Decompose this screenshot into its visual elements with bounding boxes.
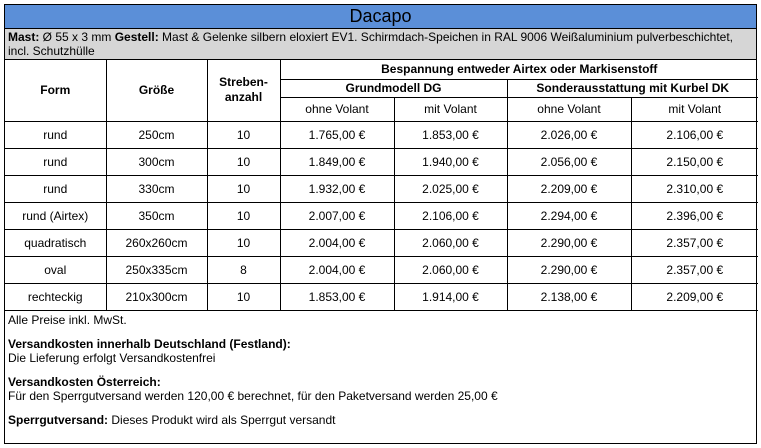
cell-dg-with-valance: 2.025,00 € — [394, 175, 507, 202]
cell-struts: 10 — [207, 175, 280, 202]
cell-struts: 10 — [207, 148, 280, 175]
cell-struts: 8 — [207, 256, 280, 283]
table-row — [5, 121, 758, 148]
cell-dk-without-valance: 2.026,00 € — [507, 121, 631, 148]
gestell-label: Gestell: — [114, 30, 159, 44]
header-base-model: Grundmodell DG — [280, 79, 507, 97]
cell-struts: 10 — [207, 229, 280, 256]
cell-size: 300cm — [106, 148, 207, 175]
mast-text: Ø 55 x 3 mm — [39, 30, 115, 44]
table-row — [5, 148, 758, 175]
cell-size: 210x300cm — [106, 283, 207, 310]
cell-dg-with-valance: 1.853,00 € — [394, 121, 507, 148]
cell-dk-without-valance: 2.290,00 € — [507, 229, 631, 256]
shipping-at-text: Für den Sperrgutversand werden 120,00 € berechnet, für den Paketversand werden 25,00 € — [8, 388, 498, 403]
header-cover: Bespannung entweder Airtex oder Markisenstoff — [280, 60, 758, 79]
cell-size: 250cm — [106, 121, 207, 148]
cell-form: oval — [5, 256, 106, 283]
cell-form: rechteckig — [5, 283, 106, 310]
cell-dg-without-valance: 1.765,00 € — [280, 121, 394, 148]
bulky-text: Dieses Produkt wird als Sperrgut versandt — [108, 412, 336, 427]
cell-dg-with-valance: 2.106,00 € — [394, 202, 507, 229]
shipping-de-text: Die Lieferung erfolgt Versandkostenfrei — [8, 350, 216, 365]
cell-size: 350cm — [106, 202, 207, 229]
price-sheet — [4, 4, 757, 444]
cell-dg-without-valance: 1.849,00 € — [280, 148, 394, 175]
table-row — [5, 202, 758, 229]
cell-struts: 10 — [207, 121, 280, 148]
price-rows — [5, 121, 758, 310]
notes — [5, 313, 756, 427]
cell-dg-without-valance: 1.932,00 € — [280, 175, 394, 202]
cell-dk-without-valance: 2.290,00 € — [507, 256, 631, 283]
cell-dg-without-valance: 2.004,00 € — [280, 256, 394, 283]
shipping-at-title-text: Versandkosten Österreich: — [8, 374, 161, 389]
header-dg-without-valance: ohne Volant — [280, 97, 394, 121]
cell-dk-with-valance: 2.396,00 € — [631, 202, 758, 229]
cell-dg-with-valance: 2.060,00 € — [394, 256, 507, 283]
shipping-de-title — [8, 337, 753, 351]
cell-form: quadratisch — [5, 229, 106, 256]
header-dk-with-valance: mit Volant — [631, 97, 758, 121]
cell-dk-with-valance: 2.357,00 € — [631, 256, 758, 283]
header-dk-without-valance: ohne Volant — [507, 97, 631, 121]
cell-size: 260x260cm — [106, 229, 207, 256]
cell-size: 250x335cm — [106, 256, 207, 283]
bulky-note — [8, 413, 753, 427]
header-size: Größe — [106, 60, 207, 121]
cell-dk-with-valance: 2.310,00 € — [631, 175, 758, 202]
price-table — [5, 60, 758, 311]
table-row — [5, 283, 758, 310]
cell-dk-with-valance: 2.150,00 € — [631, 148, 758, 175]
mast-label: Mast: — [8, 30, 40, 44]
table-header-row — [5, 60, 758, 79]
cell-form: rund (Airtex) — [5, 202, 106, 229]
cell-dg-without-valance: 2.007,00 € — [280, 202, 394, 229]
header-dg-with-valance: mit Volant — [394, 97, 507, 121]
cell-dg-without-valance: 1.853,00 € — [280, 283, 394, 310]
cell-form: rund — [5, 148, 106, 175]
table-row — [5, 229, 758, 256]
cell-size: 330cm — [106, 175, 207, 202]
table-row — [5, 175, 758, 202]
header-special-model: Sonderausstattung mit Kurbel DK — [507, 79, 758, 97]
cell-dg-with-valance: 2.060,00 € — [394, 229, 507, 256]
cell-dg-without-valance: 2.004,00 € — [280, 229, 394, 256]
shipping-de-title-text: Versandkosten innerhalb Deutschland (Festland): — [8, 336, 291, 351]
cell-dk-with-valance: 2.357,00 € — [631, 229, 758, 256]
cell-dk-with-valance: 2.106,00 € — [631, 121, 758, 148]
header-struts: Streben- anzahl — [207, 60, 280, 121]
cell-form: rund — [5, 121, 106, 148]
product-title: Dacapo — [5, 5, 756, 29]
header-form: Form — [5, 60, 106, 121]
cell-struts: 10 — [207, 202, 280, 229]
cell-dk-with-valance: 2.209,00 € — [631, 283, 758, 310]
bulky-label: Sperrgutversand: — [8, 412, 109, 427]
cell-dk-without-valance: 2.209,00 € — [507, 175, 631, 202]
product-description — [5, 29, 756, 60]
cell-struts: 10 — [207, 283, 280, 310]
gestell-text: Mast & Gelenke silbern eloxiert EV1. Schirmdach-Speichen in RAL 9006 Weißaluminium pulverbeschichtet, incl. Schutzhülle — [8, 30, 733, 58]
cell-dk-without-valance: 2.138,00 € — [507, 283, 631, 310]
cell-dg-with-valance: 1.940,00 € — [394, 148, 507, 175]
table-row — [5, 256, 758, 283]
cell-form: rund — [5, 175, 106, 202]
cell-dk-without-valance: 2.294,00 € — [507, 202, 631, 229]
cell-dg-with-valance: 1.914,00 € — [394, 283, 507, 310]
cell-dk-without-valance: 2.056,00 € — [507, 148, 631, 175]
vat-note: Alle Preise inkl. MwSt. — [8, 312, 127, 327]
shipping-at-title — [8, 375, 753, 389]
